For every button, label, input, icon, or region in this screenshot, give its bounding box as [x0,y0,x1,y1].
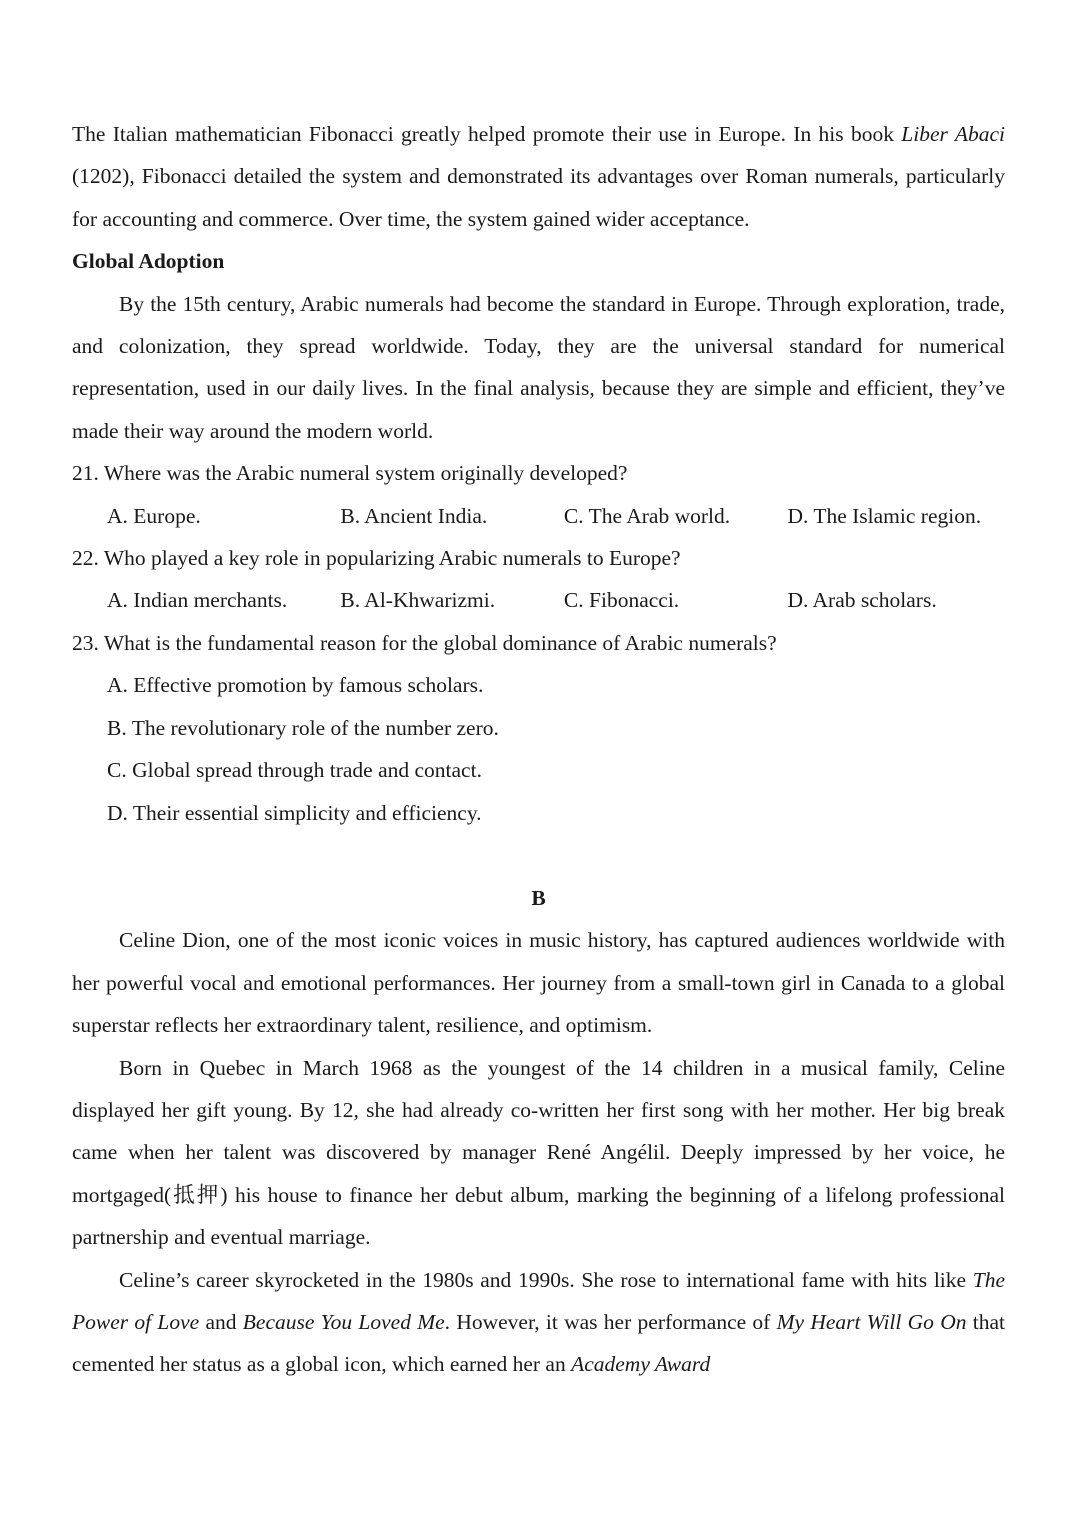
question-23-option-b[interactable]: B. The revolutionary role of the number zero. [107,715,499,740]
question-21-option-d[interactable]: D. The Islamic region. [787,503,982,528]
passage-b-paragraph-1: Celine Dion, one of the most iconic voices in music history, has captured audiences worldwide with her powerful vocal and emotional performances. Her journey from a small-town girl in Canada to a global superstar reflects her extraordinary talent, resilience, and optimism. [72,928,1005,1038]
song-title-my-heart-will-go-on: My Heart Will Go On [776,1309,967,1334]
question-21-option-b[interactable]: B. Ancient India. [340,503,488,528]
section-b-heading: B [531,885,546,910]
question-22-option-a[interactable]: A. Indian merchants. [107,588,288,613]
question-23-option-d[interactable]: D. Their essential simplicity and efficiency. [107,800,482,825]
question-22-option-d[interactable]: D. Arab scholars. [787,588,937,613]
passage-b-paragraph-2: Born in Quebec in March 1968 as the youngest of the 14 children in a musical family, Celine displayed her gift young. By 12, she had already co-written her first song with her mother. Her big break came when her talent was discovered by manager René Angélil. Deeply impressed by her voice, he mortgaged(抵押) his house to finance her debut album, marking the beginning of a lifelong professional partnership and eventual marriage. [72,1055,1005,1250]
p3-text-3: . However, it was her performance of [444,1309,777,1334]
passage-a-adoption-paragraph: By the 15th century, Arabic numerals had become the standard in Europe. Through exploration, trade, and colonization, they spread worldwide. Today, they are the universal standard for numerical representation, used in our daily lives. In the final analysis, because they are simple and efficient, they’ve made their way around the modern world. [72,291,1005,443]
question-22-option-c[interactable]: C. Fibonacci. [563,588,680,613]
question-23-option-a[interactable]: A. Effective promotion by famous scholars. [107,673,484,698]
song-title-because-you-loved-me: Because You Loved Me [242,1309,445,1334]
p3-text-1: Celine’s career skyrocketed in the 1980s and 1990s. She rose to international fame with hits like [119,1267,973,1292]
section-heading-global-adoption: Global Adoption [72,249,225,274]
question-21-stem: 21. Where was the Arabic numeral system originally developed? [72,461,628,486]
question-23-option-c[interactable]: C. Global spread through trade and contact. [107,758,482,783]
question-22-stem: 22. Who played a key role in popularizing Arabic numerals to Europe? [72,546,681,571]
section-spacer [72,834,1005,877]
question-21-option-a[interactable]: A. Europe. [107,503,201,528]
award-name: Academy Award [571,1352,711,1377]
passage-b-paragraph-3 [72,1259,1005,1386]
question-21-options [72,495,1005,537]
question-22-options [72,579,1005,621]
intro-text-2: (1202), Fibonacci detailed the system and demonstrated its advantages over Roman numerals, particularly for accounting and commerce. Over time, the system gained wider acceptance. [72,164,1005,231]
intro-text-1: The Italian mathematician Fibonacci greatly helped promote their use in Europe. In his book [72,122,902,146]
question-22-option-b[interactable]: B. Al-Khwarizmi. [340,588,496,613]
p3-text-4: that cemented her status as a global icon, which earned her an [72,1309,1005,1377]
song-title-power-of-love: The Power of Love [72,1267,1005,1334]
p3-text-2: and [199,1309,243,1334]
question-21-option-c[interactable]: C. The Arab world. [563,503,731,528]
exam-page [72,113,1005,1386]
passage-a-intro-paragraph [72,113,1005,240]
question-23-stem: 23. What is the fundamental reason for the global dominance of Arabic numerals? [72,630,777,655]
book-title: Liber Abaci [901,122,1005,146]
